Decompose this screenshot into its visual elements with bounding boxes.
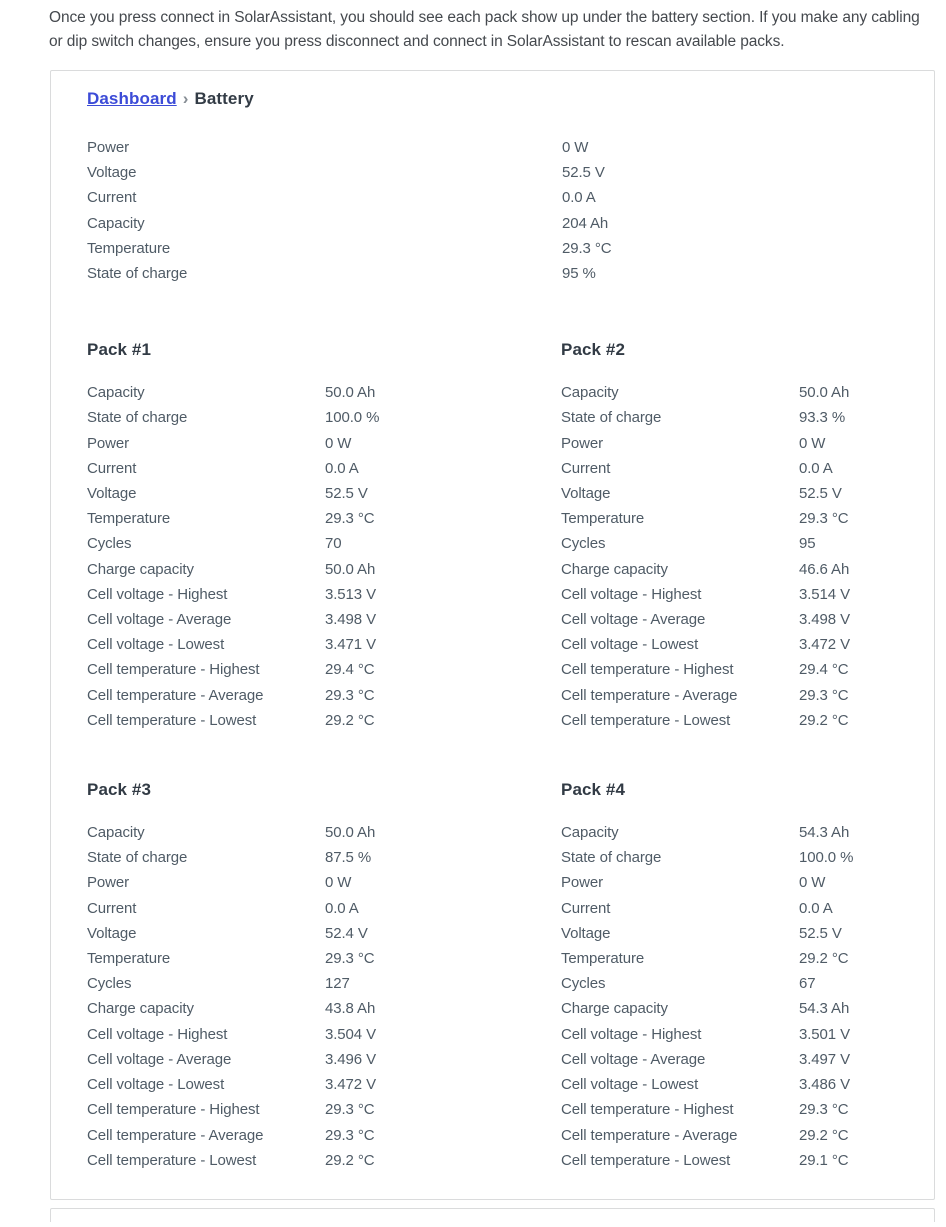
stat-label: Current (561, 899, 611, 917)
stat-label: Power (561, 874, 604, 892)
stat-row (561, 456, 898, 481)
stat-value: 93.3 % (799, 409, 846, 427)
stat-label: Cell voltage - Lowest (87, 1076, 225, 1094)
stat-value: 3.498 V (325, 611, 377, 629)
stat-label: Cell temperature - Lowest (87, 1151, 257, 1169)
stat-label: Voltage (87, 485, 137, 503)
stat-row (87, 607, 561, 632)
stat-value: 0 W (799, 434, 826, 452)
stat-value: 95 (799, 535, 816, 553)
stat-value: 3.472 V (799, 636, 851, 654)
stat-value: 0 W (325, 874, 352, 892)
stat-value: 29.3 °C (325, 1126, 375, 1144)
stat-label: Voltage (87, 924, 137, 942)
pack-1-heading: Pack #1 (87, 340, 152, 360)
stat-row (87, 380, 561, 405)
stat-row (87, 820, 561, 845)
stat-value: 29.3 °C (799, 510, 849, 528)
stat-label: Current (561, 459, 611, 477)
stat-row (561, 1097, 898, 1122)
stat-value: 52.5 V (799, 485, 842, 503)
pack-3-section (87, 780, 561, 1173)
stat-row (87, 531, 561, 556)
stat-row (87, 431, 561, 456)
stat-row (87, 708, 561, 733)
stat-row (561, 1022, 898, 1047)
stat-row (561, 1047, 898, 1072)
stat-label: Charge capacity (87, 560, 194, 578)
stat-row (561, 946, 898, 971)
stat-row (87, 1072, 561, 1097)
stat-label: Cell voltage - Average (87, 611, 232, 629)
stat-row (87, 896, 561, 921)
stat-value: 29.3 °C (325, 1101, 375, 1119)
stat-label: State of charge (561, 849, 662, 867)
stat-row (561, 657, 898, 682)
stat-value: 46.6 Ah (799, 560, 850, 578)
stat-label: Cell voltage - Average (561, 1050, 706, 1068)
stat-label: Charge capacity (561, 560, 668, 578)
stat-value: 52.4 V (325, 924, 368, 942)
stat-label: Cell temperature - Highest (561, 661, 734, 679)
stat-label: Voltage (561, 924, 611, 942)
stat-value: 3.514 V (799, 585, 851, 603)
stat-label: Cycles (561, 535, 606, 553)
pack-1-stats (87, 380, 561, 733)
stat-label: Cell temperature - Highest (87, 661, 260, 679)
stat-label: Cell temperature - Average (561, 686, 738, 704)
stat-row (561, 971, 898, 996)
stat-value: 204 Ah (562, 214, 609, 232)
stat-label: Capacity (561, 824, 619, 842)
stat-label: Current (87, 459, 137, 477)
stat-label: Cycles (87, 535, 132, 553)
stat-value: 87.5 % (325, 849, 372, 867)
stat-label: Capacity (87, 384, 145, 402)
stat-label: Charge capacity (561, 1000, 668, 1018)
battery-panel (50, 70, 935, 1200)
stat-row (87, 632, 561, 657)
pack-2-stats (561, 380, 898, 733)
stat-row (561, 845, 898, 870)
stat-row (561, 481, 898, 506)
stat-label: Current (87, 189, 137, 207)
breadcrumb-current-page: Battery (194, 89, 254, 108)
stat-value: 95 % (562, 265, 596, 283)
stat-row (87, 1148, 561, 1173)
stat-row (87, 1047, 561, 1072)
stat-label: Cell temperature - Average (561, 1126, 738, 1144)
stat-value: 0.0 A (562, 189, 596, 207)
stat-row (561, 870, 898, 895)
stat-row (561, 431, 898, 456)
stat-label: Cycles (561, 975, 606, 993)
stat-label: Cell temperature - Lowest (561, 1151, 731, 1169)
stat-label: Power (87, 874, 130, 892)
stat-label: Cell voltage - Highest (561, 585, 702, 603)
stat-row (561, 380, 898, 405)
stat-value: 52.5 V (562, 164, 605, 182)
stat-row (87, 683, 561, 708)
stat-value: 3.501 V (799, 1025, 851, 1043)
stat-value: 29.1 °C (799, 1151, 849, 1169)
stat-value: 127 (325, 975, 350, 993)
stat-value: 0.0 A (799, 899, 833, 917)
stat-row (561, 921, 898, 946)
stat-value: 29.3 °C (799, 686, 849, 704)
stat-label: Temperature (87, 950, 171, 968)
stat-row (87, 135, 898, 160)
stat-row (561, 557, 898, 582)
stat-row (87, 1123, 561, 1148)
stat-label: Power (87, 434, 130, 452)
stat-row (561, 820, 898, 845)
stat-label: Current (87, 899, 137, 917)
stat-value: 29.2 °C (325, 1151, 375, 1169)
stat-label: Cell voltage - Lowest (87, 636, 225, 654)
stat-row (87, 236, 898, 261)
stat-row (561, 996, 898, 1021)
stat-value: 0 W (562, 139, 589, 156)
stat-value: 0.0 A (799, 459, 833, 477)
stat-label: Voltage (561, 485, 611, 503)
stat-row (87, 996, 561, 1021)
stat-value: 52.5 V (325, 485, 368, 503)
breadcrumb-separator-icon: › (182, 89, 189, 108)
stat-label: Capacity (561, 384, 619, 402)
stat-row (87, 211, 898, 236)
stat-label: State of charge (87, 409, 188, 427)
stat-label: Charge capacity (87, 1000, 194, 1018)
stat-value: 29.3 °C (562, 239, 612, 257)
stat-label: Cell temperature - Highest (87, 1101, 260, 1119)
stat-row (561, 1072, 898, 1097)
stat-value: 3.486 V (799, 1076, 851, 1094)
stat-row (87, 1097, 561, 1122)
stat-label: Capacity (87, 824, 145, 842)
pack-grid (87, 340, 898, 1173)
stat-value: 3.498 V (799, 611, 851, 629)
stat-value: 3.513 V (325, 585, 377, 603)
stat-value: 100.0 % (325, 409, 380, 427)
intro-paragraph: Once you press connect in SolarAssistant, you should see each pack show up under the battery section. If you make any cabling or dip switch changes, ensure you press disconnect and connect in SolarAssistant to rescan available packs. (49, 9, 920, 50)
stat-row (561, 632, 898, 657)
stat-value: 29.2 °C (799, 1126, 849, 1144)
stat-label: Cell temperature - Average (87, 1126, 264, 1144)
stat-row (561, 1123, 898, 1148)
stat-label: Cycles (87, 975, 132, 993)
stat-label: Cell voltage - Highest (561, 1025, 702, 1043)
stat-row (87, 506, 561, 531)
stat-value: 43.8 Ah (325, 1000, 376, 1018)
stat-label: Cell voltage - Lowest (561, 1076, 699, 1094)
stat-value: 0.0 A (325, 899, 359, 917)
stat-label: State of charge (87, 849, 188, 867)
pack-4-section (561, 780, 898, 1173)
stat-row (561, 708, 898, 733)
stat-label: Cell temperature - Lowest (561, 711, 731, 729)
stat-value: 0 W (325, 434, 352, 452)
stat-label: Temperature (87, 510, 171, 528)
stat-label: Cell temperature - Highest (561, 1101, 734, 1119)
pack-3-stats (87, 820, 561, 1173)
stat-value: 54.3 Ah (799, 1000, 850, 1018)
breadcrumb-dashboard-link[interactable]: Dashboard (87, 89, 177, 108)
stat-value: 0.0 A (325, 459, 359, 477)
stat-label: Power (561, 434, 604, 452)
stat-row (87, 481, 561, 506)
stat-row (87, 557, 561, 582)
stat-row (561, 683, 898, 708)
stat-label: Cell voltage - Highest (87, 1025, 228, 1043)
pack-2-heading: Pack #2 (561, 340, 626, 360)
stat-row (87, 1022, 561, 1047)
stat-value: 29.3 °C (325, 686, 375, 704)
stat-value: 50.0 Ah (325, 384, 376, 402)
pack-1-section (87, 340, 561, 733)
stat-value: 29.3 °C (325, 950, 375, 968)
stat-row (561, 607, 898, 632)
pack-3-heading: Pack #3 (87, 780, 152, 800)
stat-value: 100.0 % (799, 849, 854, 867)
pack-4-stats (561, 820, 898, 1173)
stat-row (87, 261, 898, 286)
stat-value: 0 W (799, 874, 826, 892)
stat-value: 70 (325, 535, 342, 553)
stat-label: Cell temperature - Average (87, 686, 264, 704)
stat-value: 54.3 Ah (799, 824, 850, 842)
pack-2-section (561, 340, 898, 733)
stat-value: 3.496 V (325, 1050, 377, 1068)
stat-label: Temperature (561, 510, 645, 528)
stat-value: 50.0 Ah (799, 384, 850, 402)
stat-value: 29.3 °C (325, 510, 375, 528)
stat-label: Power (87, 139, 130, 156)
stat-label: Voltage (87, 164, 137, 182)
breadcrumb (87, 89, 898, 109)
stat-label: Temperature (87, 239, 171, 257)
stat-row (561, 531, 898, 556)
battery-summary (87, 135, 898, 286)
stat-row (561, 405, 898, 430)
stat-label: Cell voltage - Highest (87, 585, 228, 603)
stat-row (87, 845, 561, 870)
stat-label: State of charge (87, 265, 188, 283)
stat-value: 29.4 °C (799, 661, 849, 679)
stat-value: 50.0 Ah (325, 824, 376, 842)
stat-row (87, 456, 561, 481)
stat-value: 29.3 °C (799, 1101, 849, 1119)
stat-row (561, 896, 898, 921)
stat-label: State of charge (561, 409, 662, 427)
stat-label: Cell voltage - Average (87, 1050, 232, 1068)
stat-value: 3.471 V (325, 636, 377, 654)
stat-row (87, 405, 561, 430)
stat-row (561, 1148, 898, 1173)
stat-row (87, 921, 561, 946)
pack-4-heading: Pack #4 (561, 780, 626, 800)
stat-row (561, 506, 898, 531)
stat-value: 67 (799, 975, 816, 993)
stat-row (87, 946, 561, 971)
stat-label: Capacity (87, 214, 145, 232)
stat-label: Temperature (561, 950, 645, 968)
stat-value: 29.2 °C (325, 711, 375, 729)
stat-row (87, 657, 561, 682)
stat-value: 3.504 V (325, 1025, 377, 1043)
stat-value: 50.0 Ah (325, 560, 376, 578)
stat-label: Cell voltage - Lowest (561, 636, 699, 654)
stat-row (87, 185, 898, 210)
stat-row (87, 582, 561, 607)
stat-row (87, 870, 561, 895)
stat-value: 29.2 °C (799, 950, 849, 968)
stat-row (561, 582, 898, 607)
stat-value: 3.497 V (799, 1050, 851, 1068)
stat-value: 29.2 °C (799, 711, 849, 729)
stat-value: 3.472 V (325, 1076, 377, 1094)
stat-value: 29.4 °C (325, 661, 375, 679)
stat-row (87, 160, 898, 185)
stat-label: Cell temperature - Lowest (87, 711, 257, 729)
stat-row (87, 971, 561, 996)
stat-label: Cell voltage - Average (561, 611, 706, 629)
next-panel-top-edge (50, 1208, 935, 1222)
stat-value: 52.5 V (799, 924, 842, 942)
